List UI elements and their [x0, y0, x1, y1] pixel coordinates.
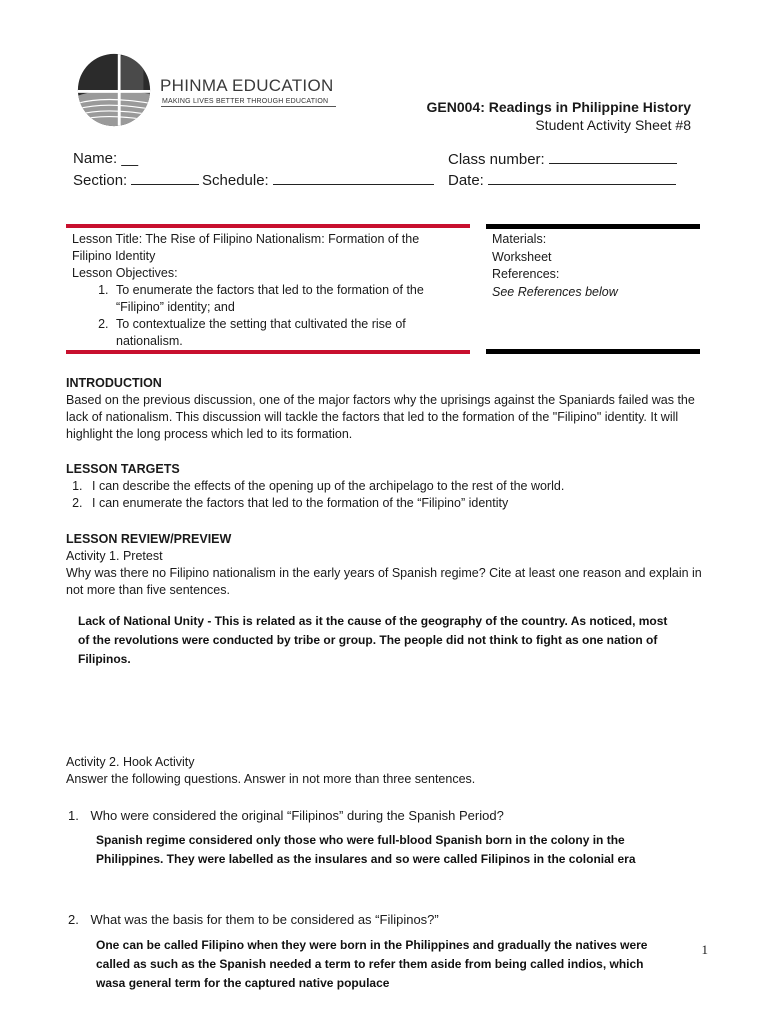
- schedule-label: Schedule:: [202, 172, 269, 189]
- review-heading: LESSON REVIEW/PREVIEW: [66, 532, 232, 546]
- targets-heading: LESSON TARGETS: [66, 462, 180, 476]
- lesson-top-rule: [66, 224, 470, 228]
- activity1-answer: Lack of National Unity - This is related as it the cause of the geography of the country. As noticed, most of the revolutions were conducted by tribe or group. The people did not think to fight as one nation of Filipinos.: [78, 614, 668, 666]
- class-number-field[interactable]: [448, 149, 677, 170]
- class-number-blank: [549, 149, 677, 164]
- introduction-heading: INTRODUCTION: [66, 376, 162, 390]
- brand-name: PHINMA EDUCATION: [160, 76, 334, 95]
- objective-item: 2. To contextualize the setting that cultivated the rise of nationalism.: [112, 316, 467, 350]
- name-label: Name:: [73, 150, 118, 167]
- target-item: 1. I can describe the effects of the opening up of the archipelago to the rest of the world.: [86, 478, 706, 495]
- lesson-bottom-rule: [66, 350, 470, 354]
- materials-value: Worksheet: [492, 249, 552, 264]
- materials-info: [492, 231, 618, 301]
- references-value: See References below: [492, 284, 618, 299]
- materials-bottom-rule: [486, 349, 700, 354]
- page-number: 1: [701, 942, 708, 957]
- date-blank: [488, 170, 676, 185]
- question-2: [68, 911, 439, 928]
- schedule-blank: [273, 170, 434, 185]
- section-blank: [131, 170, 199, 185]
- target-item: 2. I can enumerate the factors that led to the formation of the “Filipino” identity: [86, 495, 706, 512]
- course-title: GEN004: Readings in Philippine History: [426, 99, 691, 115]
- activity1-prompt: Why was there no Filipino nationalism in the early years of Spanish regime? Cite at least one reason and explain in not more than five sentences.: [66, 566, 702, 597]
- objectives-label: Lesson Objectives:: [72, 266, 178, 280]
- section-field[interactable]: [73, 170, 199, 191]
- lesson-title-line2: Filipino Identity: [72, 249, 156, 263]
- materials-label: Materials:: [492, 232, 547, 246]
- targets-section: [66, 461, 706, 512]
- schedule-field[interactable]: [202, 170, 434, 191]
- date-field[interactable]: [448, 170, 676, 191]
- introduction-section: [66, 375, 706, 443]
- answer-2: One can be called Filipino when they were born in the Philippines and gradually the natives were called as such as the Spanish needed a term to refer them aside from being called indios, which wasa general term for the captured native populace: [96, 938, 648, 990]
- references-label: References:: [492, 267, 560, 281]
- activity2-prompt: Answer the following questions. Answer in not more than three sentences.: [66, 772, 476, 786]
- review-section: [66, 531, 706, 599]
- brand-tagline: MAKING LIVES BETTER THROUGH EDUCATION: [162, 98, 329, 105]
- question-number: 1.: [68, 808, 79, 823]
- activity1-title: Activity 1. Pretest: [66, 549, 163, 563]
- lesson-info: [72, 231, 467, 350]
- section-label: Section:: [73, 172, 128, 189]
- objective-item: 1. To enumerate the factors that led to the formation of the “Filipino” identity; and: [112, 282, 467, 316]
- name-value: __: [121, 150, 139, 167]
- question-number: 2.: [68, 912, 79, 927]
- answer-1: Spanish regime considered only those who were full-blood Spanish born in the colony in the Philippines. They were labelled as the insulares and so were called Filipinos in the colonial era: [96, 833, 636, 866]
- materials-top-rule: [486, 224, 700, 229]
- tagline-divider: [161, 106, 336, 107]
- lesson-title-line1: Lesson Title: The Rise of Filipino Nationalism: Formation of the: [72, 232, 420, 246]
- phinma-logo-icon: [76, 52, 152, 128]
- introduction-text: Based on the previous discussion, one of the major factors why the uprisings against the Spaniards failed was the lack of nationalism. This discussion will tackle the factors that led to the formation of the "Filipino" identity. It will highlight the long process which led to its formation.: [66, 393, 695, 441]
- activity2-header: [66, 754, 706, 788]
- name-field[interactable]: [73, 149, 138, 169]
- date-label: Date:: [448, 172, 484, 189]
- question-1: [68, 807, 504, 824]
- class-number-label: Class number:: [448, 151, 545, 168]
- activity2-title: Activity 2. Hook Activity: [66, 755, 195, 769]
- sheet-title: Student Activity Sheet #8: [535, 117, 691, 133]
- question-text: What was the basis for them to be considered as “Filipinos?”: [90, 912, 439, 927]
- question-text: Who were considered the original “Filipinos” during the Spanish Period?: [90, 808, 504, 823]
